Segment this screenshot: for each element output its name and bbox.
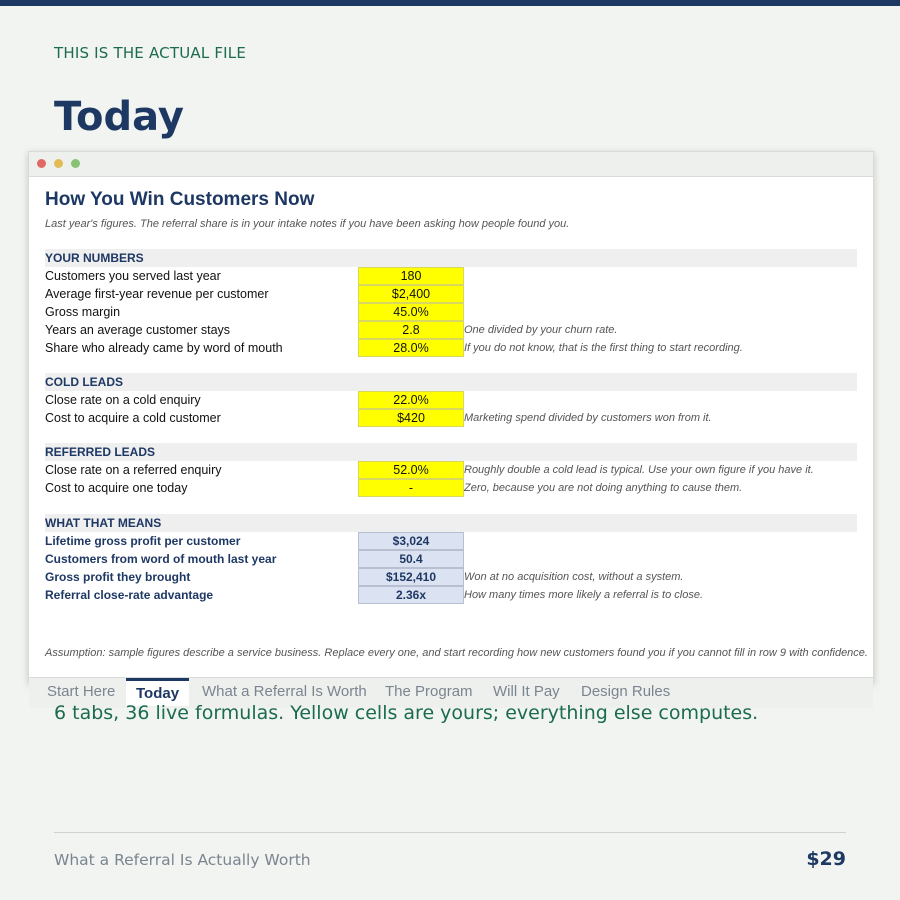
row-note: Roughly double a cold lead is typical. Use your own figure if you have it.	[464, 464, 814, 476]
sheet-content	[29, 177, 873, 702]
row-label: Close rate on a cold enquiry	[45, 393, 201, 407]
table-row	[45, 303, 857, 321]
section-header-cold-leads	[45, 373, 857, 391]
footer-price: $29	[806, 848, 846, 870]
row-label: Average first-year revenue per customer	[45, 287, 269, 301]
footer-product-name: What a Referral Is Actually Worth	[54, 851, 311, 869]
row-note: Zero, because you are not doing anything to cause them.	[464, 482, 743, 494]
window-titlebar	[29, 152, 873, 177]
section-header-label: YOUR NUMBERS	[45, 251, 144, 265]
table-row	[45, 532, 857, 550]
table-row	[45, 461, 857, 479]
input-cell-years-stay[interactable]: 2.8	[358, 321, 464, 339]
tab-the-program[interactable]: The Program	[385, 683, 473, 700]
assumption-note: Assumption: sample figures describe a service business. Replace every one, and start recording how new customers found you if you cannot fill in row 9 with confidence.	[45, 647, 868, 659]
computed-cell-close-rate-advantage[interactable]: 2.36x	[358, 586, 464, 604]
tab-start-here[interactable]: Start Here	[47, 683, 116, 700]
tagline: 6 tabs, 36 live formulas. Yellow cells are yours; everything else computes.	[54, 702, 759, 724]
row-note: How many times more likely a referral is to close.	[464, 589, 704, 601]
table-row	[45, 391, 857, 409]
table-row	[45, 267, 857, 285]
table-row	[45, 409, 857, 427]
footer-divider	[54, 832, 846, 833]
input-cell-word-of-mouth-share[interactable]: 28.0%	[358, 339, 464, 357]
row-label: Referral close-rate advantage	[45, 588, 214, 602]
section-header-label: COLD LEADS	[45, 375, 123, 389]
row-label: Customers you served last year	[45, 269, 221, 283]
row-note: One divided by your churn rate.	[464, 324, 618, 336]
input-cell-referred-acquisition-cost[interactable]: -	[358, 479, 464, 497]
row-label: Gross profit they brought	[45, 570, 191, 584]
row-label: Cost to acquire one today	[45, 481, 188, 495]
tab-what-a-referral-is-worth[interactable]: What a Referral Is Worth	[202, 683, 367, 700]
row-note: Won at no acquisition cost, without a system.	[464, 571, 684, 583]
maximize-window-icon[interactable]	[71, 159, 80, 168]
tab-will-it-pay[interactable]: Will It Pay	[493, 683, 560, 700]
page-title: Today	[54, 94, 184, 140]
minimize-window-icon[interactable]	[54, 159, 63, 168]
table-row	[45, 550, 857, 568]
input-cell-gross-margin[interactable]: 45.0%	[358, 303, 464, 321]
section-header-what-that-means	[45, 514, 857, 532]
input-cell-avg-revenue[interactable]: $2,400	[358, 285, 464, 303]
section-header-referred-leads	[45, 443, 857, 461]
section-header-label: REFERRED LEADS	[45, 445, 156, 459]
tab-today[interactable]: Today	[126, 678, 189, 706]
row-label: Cost to acquire a cold customer	[45, 411, 221, 425]
input-cell-customers-served[interactable]: 180	[358, 267, 464, 285]
row-label: Share who already came by word of mouth	[45, 341, 283, 355]
row-label: Gross margin	[45, 305, 121, 319]
top-accent-bar	[0, 0, 900, 6]
section-header-your-numbers	[45, 249, 857, 267]
table-row	[45, 285, 857, 303]
spreadsheet-window	[28, 151, 874, 702]
table-row	[45, 479, 857, 497]
sheet-title: How You Win Customers Now	[45, 189, 315, 210]
row-label: Customers from word of mouth last year	[45, 552, 277, 566]
computed-cell-wom-customers[interactable]: 50.4	[358, 550, 464, 568]
row-label: Years an average customer stays	[45, 323, 231, 337]
input-cell-cold-acquisition-cost[interactable]: $420	[358, 409, 464, 427]
row-label: Close rate on a referred enquiry	[45, 463, 222, 477]
sheet-subtitle: Last year's figures. The referral share is in your intake notes if you have been asking how people found you.	[45, 218, 570, 230]
table-row	[45, 339, 857, 357]
table-row	[45, 568, 857, 586]
row-label: Lifetime gross profit per customer	[45, 534, 241, 548]
input-cell-referred-close-rate[interactable]: 52.0%	[358, 461, 464, 479]
row-note: Marketing spend divided by customers won from it.	[464, 412, 712, 424]
table-row	[45, 321, 857, 339]
computed-cell-gross-profit-brought[interactable]: $152,410	[358, 568, 464, 586]
row-note: If you do not know, that is the first thing to start recording.	[464, 342, 743, 354]
input-cell-cold-close-rate[interactable]: 22.0%	[358, 391, 464, 409]
computed-cell-lifetime-profit[interactable]: $3,024	[358, 532, 464, 550]
close-window-icon[interactable]	[37, 159, 46, 168]
table-row	[45, 586, 857, 604]
tab-design-rules[interactable]: Design Rules	[581, 683, 671, 700]
section-header-label: WHAT THAT MEANS	[45, 516, 162, 530]
eyebrow-text: THIS IS THE ACTUAL FILE	[54, 44, 247, 62]
